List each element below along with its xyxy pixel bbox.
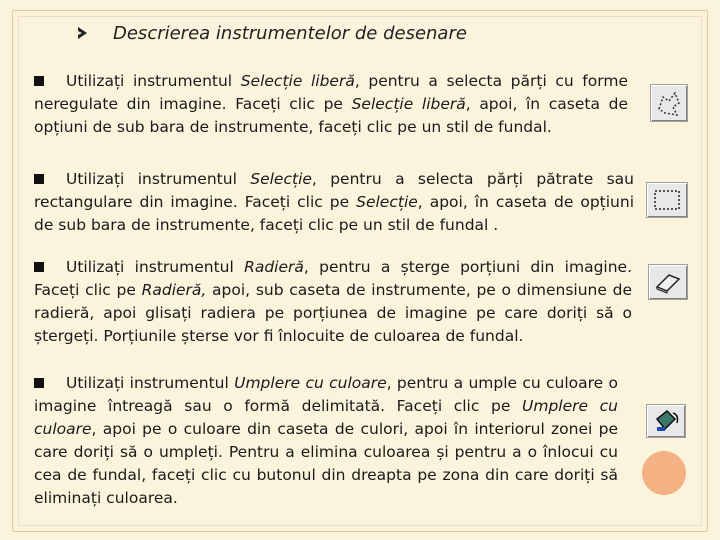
eraser-icon [648, 264, 688, 300]
rect-select-icon [646, 182, 688, 218]
square-bullet-icon [34, 174, 44, 184]
fill-bucket-icon [646, 404, 686, 438]
paragraph-text: Utilizați instrumentul [66, 72, 241, 90]
paragraph-text: , pentru a selecta părți pătrate sau rectangulare din imagine. Faceți clic pe [34, 170, 634, 211]
paragraph-text: , pentru a șterge porțiuni din imagine. Faceți clic pe [34, 258, 632, 299]
square-bullet-icon [34, 262, 44, 272]
paragraph-fill [34, 372, 618, 510]
paragraph-text: , pentru a umple cu culoare o imagine întreagă sau o formă delimitată. Faceți clic pe [34, 374, 618, 415]
paragraph-text: , apoi, în caseta de opțiuni de sub bara de instrumente, faceți clic pe un stil de fundal. [34, 95, 628, 136]
paragraph-eraser [34, 256, 632, 348]
title-row [78, 18, 467, 48]
square-bullet-icon [34, 76, 44, 86]
tool-name: Umplere cu culoare [234, 374, 387, 392]
square-bullet-icon [34, 378, 44, 388]
paragraph-text: Utilizați instrumentul [66, 170, 251, 188]
paragraph-free-select [34, 70, 628, 139]
paragraph-text: Utilizați instrumentul [66, 374, 235, 392]
paragraph-text: , pentru a selecta părți cu forme neregulate din imagine. Faceți clic pe [34, 72, 628, 113]
tool-name: Selecție [356, 193, 418, 211]
paragraph-rect-select [34, 168, 634, 237]
decorative-circle [642, 451, 686, 495]
arrow-bullet-icon [78, 27, 87, 39]
tool-name: Radieră [244, 258, 304, 276]
paragraph-text: Utilizați instrumentul [66, 258, 245, 276]
paragraph-text: , apoi, în caseta de opțiuni de sub bara de instrumente, faceți clic pe un stil de fundal . [34, 193, 634, 234]
paragraph-text: , apoi pe o culoare din caseta de culori, apoi în interiorul zonei pe care doriți să o umpleți. Pentru a elimina culoarea și pentru a o înlocui cu cea de fundal, faceți clic cu butonul din dreapta pe zona din care doriți să eliminați culoarea. [34, 420, 618, 507]
tool-name: Umplere cu culoare [34, 397, 618, 438]
tool-name: Selecție liberă [240, 72, 355, 90]
tool-name: Selecție liberă [351, 95, 466, 113]
tool-name: Selecție [250, 170, 312, 188]
tool-name: Radieră, [141, 281, 207, 299]
paragraph-text: apoi, sub caseta de instrumente, pe o dimensiune de radieră, apoi glisați radiera pe porțiunea de imagine pe care doriți să o ștergeți. Porțiunile șterse vor fi înlocuite de culoarea de fundal. [34, 281, 632, 345]
slide-title: Descrierea instrumentelor de desenare [113, 22, 467, 44]
free-select-icon [650, 84, 688, 122]
